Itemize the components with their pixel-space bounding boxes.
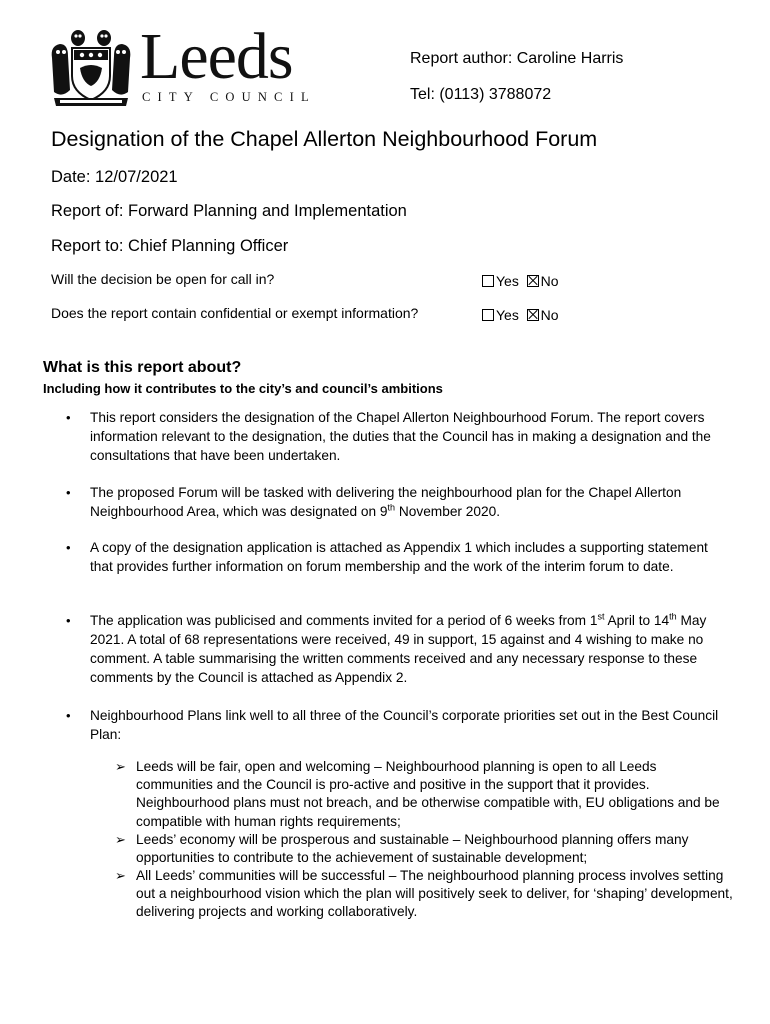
- question-confidential: Does the report contain confidential or exempt information?: [51, 305, 419, 321]
- yes-checkbox[interactable]: [482, 309, 494, 321]
- arrow-bullet-icon: ➢: [115, 868, 126, 883]
- ordinal-suffix: th: [387, 502, 396, 513]
- bullet-2-text-a: The proposed Forum will be tasked with delivering the neighbourhood plan for the Chapel Allerton Neighbourhood Area, which was designated on 9: [90, 485, 682, 519]
- ordinal-suffix: th: [669, 611, 677, 622]
- no-checkbox-checked[interactable]: [527, 275, 539, 287]
- sub-bullet-3: All Leeds’ communities will be successful – The neighbourhood planning process involves setting out a neighbourhood vision which the plan will positively seek to deliver, for ‘shaping’ development, delivering projects and working collaboratively.: [136, 868, 733, 920]
- report-of: Report of: Forward Planning and Implementation: [51, 202, 407, 220]
- logo-subtitle: CITY COUNCIL: [142, 90, 316, 104]
- section-heading: What is this report about?: [43, 359, 242, 376]
- report-date: Date: 12/07/2021: [51, 168, 178, 186]
- report-author: Report author: Caroline Harris: [410, 50, 624, 67]
- sub-bullet-1: Leeds will be fair, open and welcoming – Neighbourhood planning is open to all Leeds communities and the Council is pro-active and positive in the support that it provides. Neighbourhood plans must not breach, and be otherwise compatible with, EU obligations and be compatible with human rights requirements;: [136, 759, 720, 829]
- no-label: No: [540, 273, 559, 289]
- no-label: No: [540, 307, 559, 323]
- question-call-in: Will the decision be open for call in?: [51, 271, 275, 287]
- bullet-marker: •: [66, 708, 71, 723]
- bullet-paragraph-3: A copy of the designation application is attached as Appendix 1 which includes a supporting statement that provides further information on forum membership and the work of the interim forum to date.: [90, 540, 708, 574]
- yes-checkbox[interactable]: [482, 275, 494, 287]
- report-telephone: Tel: (0113) 3788072: [410, 86, 552, 103]
- ordinal-suffix: st: [597, 611, 605, 622]
- coat-of-arms-icon: [48, 28, 134, 108]
- bullet-marker: •: [66, 410, 71, 425]
- arrow-bullet-icon: ➢: [115, 832, 126, 847]
- section-subheading: Including how it contributes to the city’s and council’s ambitions: [43, 381, 443, 396]
- leeds-city-council-logo: [48, 20, 338, 110]
- confidential-choice: [482, 307, 559, 323]
- bullet-paragraph-5: Neighbourhood Plans link well to all three of the Council’s corporate priorities set out in the Best Council Plan:: [90, 708, 719, 742]
- sub-bullet-2: Leeds’ economy will be prosperous and sustainable – Neighbourhood planning offers many opportunities to contribute to the achievement of sustainable development;: [136, 832, 689, 866]
- bullet-2-text-b: November 2020.: [395, 504, 501, 519]
- bullet-paragraph-4: [90, 611, 730, 687]
- report-to: Report to: Chief Planning Officer: [51, 237, 289, 255]
- logo-wordmark: Leeds: [140, 20, 293, 93]
- bullet-marker: •: [66, 485, 71, 500]
- bullet-4-text-a: The application was publicised and comments invited for a period of 6 weeks from 1: [90, 613, 598, 628]
- bullet-paragraph-2: [90, 483, 730, 521]
- bullet-paragraph-1: This report considers the designation of the Chapel Allerton Neighbourhood Forum. The report covers information relevant to the designation, the duties that the Council has in making a designation and the consultations that have been undertaken.: [90, 410, 711, 463]
- yes-label: Yes: [496, 307, 519, 323]
- no-checkbox-checked[interactable]: [527, 309, 539, 321]
- bullet-4-text-c: May 2021. A total of 68 representations were received, 49 in support, 15 against and 4 wishing to make no comment. A table summarising the written comments received and any necessary response to these comments by the Council is attached as Appendix 2.: [90, 613, 707, 685]
- arrow-bullet-icon: ➢: [115, 759, 126, 774]
- yes-label: Yes: [496, 273, 519, 289]
- bullet-marker: •: [66, 540, 71, 555]
- page-title: Designation of the Chapel Allerton Neighbourhood Forum: [51, 127, 598, 151]
- bullet-4-text-b: April to 14: [604, 613, 670, 628]
- bullet-marker: •: [66, 613, 71, 628]
- call-in-choice: [482, 273, 559, 289]
